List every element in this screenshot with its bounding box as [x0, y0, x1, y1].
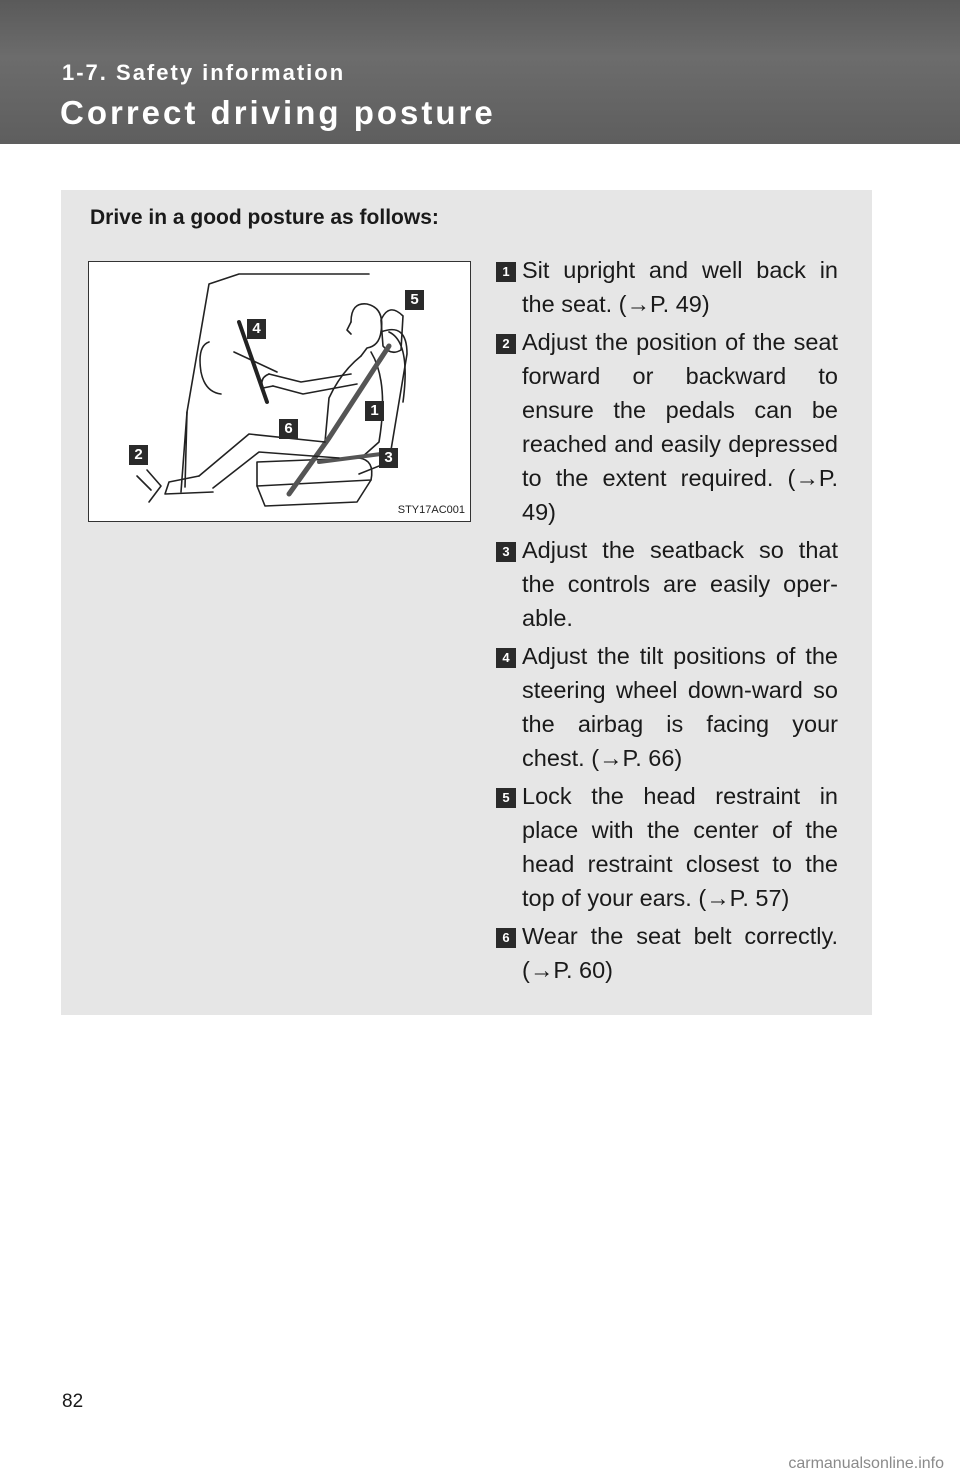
step-text: Wear the seat belt correctly. (→P. 60)	[522, 923, 838, 983]
step-number-badge: 3	[496, 542, 516, 562]
step-number-badge: 5	[496, 788, 516, 808]
step-number-badge: 6	[496, 928, 516, 948]
callout-3: 3	[379, 448, 398, 468]
step-item	[496, 919, 838, 987]
step-text: Adjust the seatback so that the controls are easily oper-able.	[522, 537, 838, 631]
step-text: Lock the head restraint in place with the center of the head restraint closest to the top of your ears. (→P. 57)	[522, 783, 838, 911]
step-number-badge: 4	[496, 648, 516, 668]
intro-text: Drive in a good posture as follows:	[90, 206, 439, 229]
posture-steps-list	[496, 253, 838, 991]
page-header	[0, 0, 960, 144]
callout-2: 2	[129, 445, 148, 465]
step-text: Adjust the position of the seat forward or backward to ensure the pedals can be reached and easily depressed to the extent required. (→P. 49)	[522, 329, 838, 525]
step-item	[496, 253, 838, 321]
figure-code: STY17AC001	[397, 504, 465, 516]
driving-posture-illustration	[88, 261, 471, 522]
callout-1: 1	[365, 401, 384, 421]
page-title: Correct driving posture	[60, 94, 496, 131]
step-number-badge: 2	[496, 334, 516, 354]
step-text: Adjust the tilt positions of the steering wheel down-ward so the airbag is facing your chest. (→P. 66)	[522, 643, 838, 771]
callout-5: 5	[405, 290, 424, 310]
step-item	[496, 779, 838, 915]
step-item	[496, 639, 838, 775]
callout-6: 6	[279, 419, 298, 439]
step-item	[496, 533, 838, 635]
step-number-badge: 1	[496, 262, 516, 282]
section-label: 1-7. Safety information	[62, 60, 346, 85]
watermark: carmanualsonline.info	[788, 1455, 944, 1472]
page-number: 82	[62, 1391, 84, 1412]
step-text: Sit upright and well back in the seat. (→P. 49)	[522, 257, 838, 317]
step-item	[496, 325, 838, 529]
callout-4: 4	[247, 319, 266, 339]
